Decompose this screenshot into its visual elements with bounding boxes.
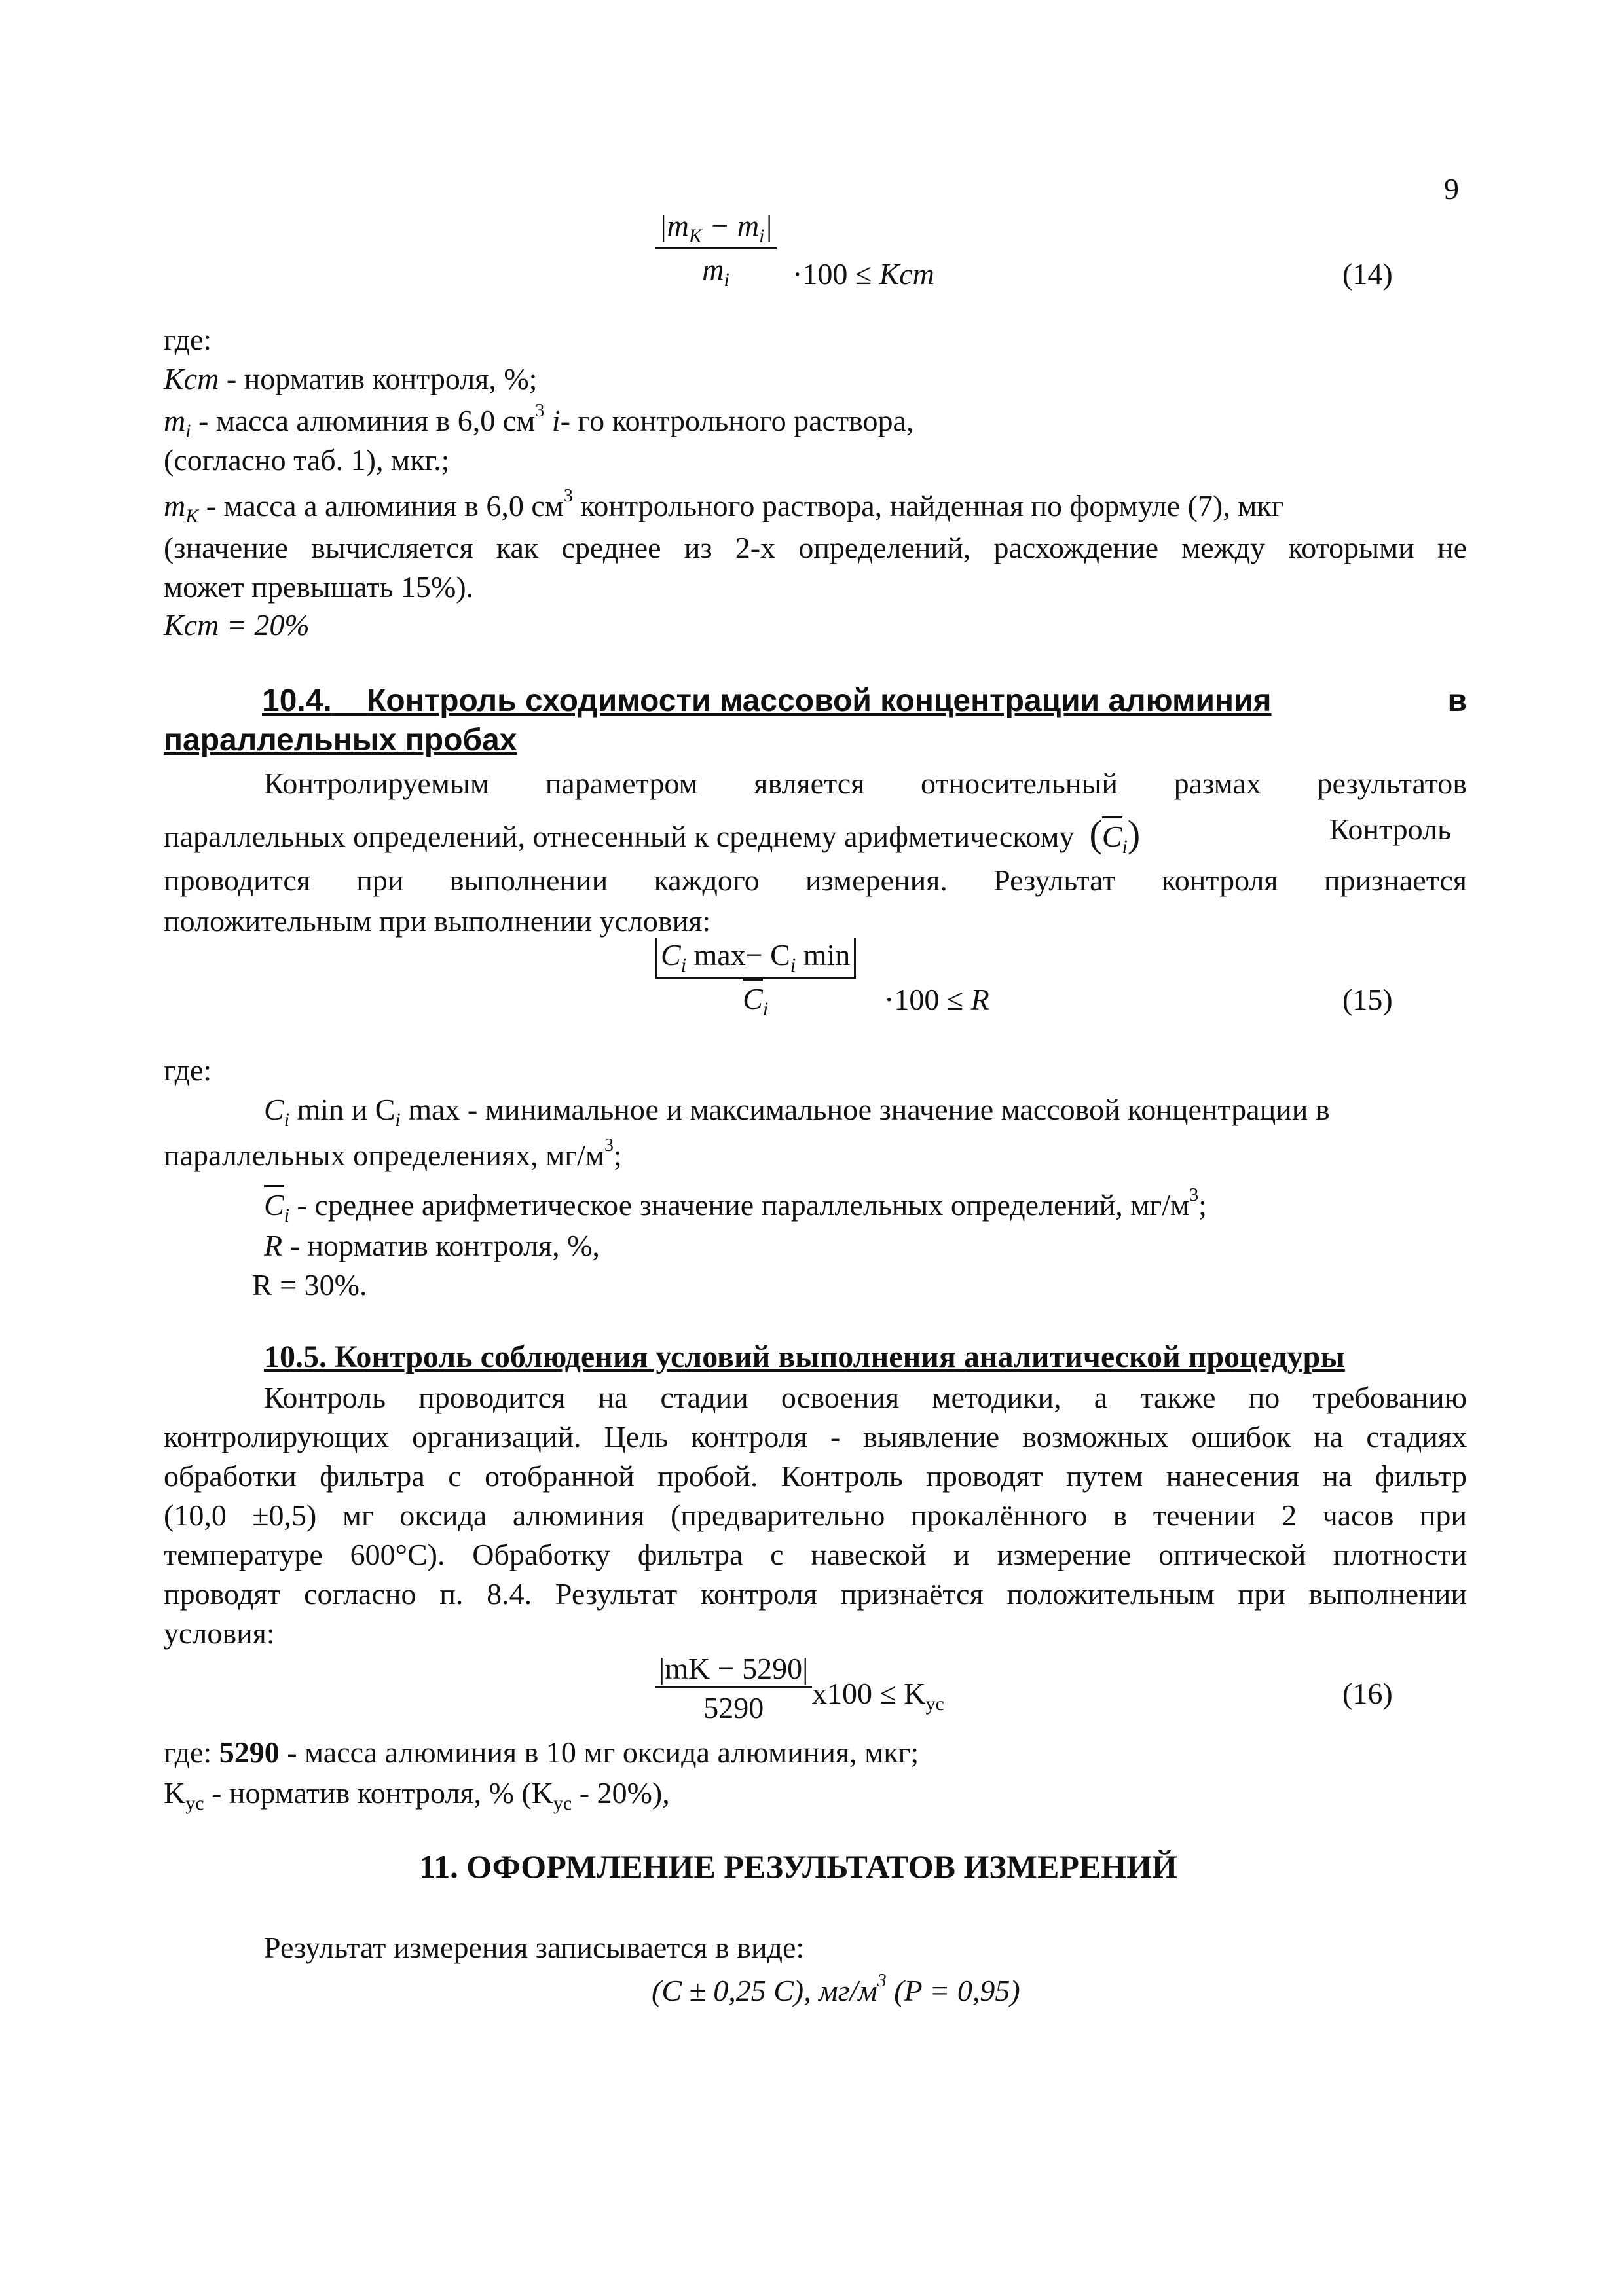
eq16-number: (16) <box>1342 1677 1393 1710</box>
def-kcm: Kcm - норматив контроля, %; <box>164 362 538 395</box>
def-r: R - норматив контроля, %, <box>264 1229 600 1262</box>
def-mk: $m_K$ - масса а алюминия в 6,0 $см^3$ контрольного раствора, найденная по формуле (7), мкг <box>164 486 1284 527</box>
eq14-fraction <box>655 208 777 291</box>
result-text: Результат измерения записывается в виде: <box>264 1931 805 1964</box>
r-value: R = 30%. <box>252 1268 367 1302</box>
sec105-line-6: проводят согласно п. 8.4. Результат контроля признаётся положительным при выполнении <box>164 1577 1467 1611</box>
eq15-numerator: $C_i$ $\max- C_i$ min <box>655 938 856 977</box>
def-mi-note: (согласно таб. 1), мкг.; <box>164 443 450 477</box>
page-number: 9 <box>1444 172 1459 206</box>
eq15-fraction <box>655 938 856 1021</box>
eq16-fraction <box>655 1651 812 1725</box>
result-formula: (C ± 0,25 C), $мг/м^3$ (P = 0,95) <box>652 1971 1020 2007</box>
def-mk-note: (значение вычисляется как среднее из 2-х определений, расхождение между которыми не <box>164 531 1467 564</box>
def-mi: $m_i$ - масса алюминия в 6,0 $см^3$ i- го контрольного раствора, <box>164 401 914 442</box>
where-label: где: <box>164 323 212 356</box>
def-cmean: $C_i$ - среднее арифметическое значение параллельных определений, $мг/м^3$; <box>264 1185 1207 1226</box>
def-mk-note-2: может превышать 15%). <box>164 570 474 604</box>
def-kus: $K_{ус}$ - норматив контроля, % $(K_{ус} - 20\%)$, <box>164 1776 670 1814</box>
where-label-2: где: <box>164 1053 212 1087</box>
sec105-line-1: Контроль проводится на стадии освоения методики, а также по требованию <box>264 1381 1467 1414</box>
eq16-numerator: |mK − 5290| <box>659 1652 809 1685</box>
eq14-number: (14) <box>1342 257 1393 291</box>
eq16-denominator: 5290 <box>703 1691 764 1724</box>
sec104-paragraph-line-2: параллельных определений, отнесенный к среднему арифметическому $(C_i)$ <box>164 812 1141 858</box>
sec104-paragraph-control-word: Контроль <box>1329 812 1451 846</box>
sec105-line-2: контролирующих организаций. Цель контроля - выявление возможных ошибок на стадиях <box>164 1420 1467 1453</box>
section-10-5-heading: 10.5. Контроль соблюдения условий выполнения аналитической процедуры <box>264 1339 1345 1374</box>
def-5290: где: 5290 - масса алюминия в 10 мг оксида алюминия, мкг; <box>164 1736 919 1769</box>
eq14-denominator: $m_i$ <box>702 253 729 291</box>
section-10-4-heading: 10.4. Контроль сходимости массовой концентрации алюминия в <box>262 683 1467 718</box>
sec105-line-4: (10,0 ±0,5) мг оксида алюминия (предварительно прокалённого в течении 2 часов при <box>164 1499 1467 1532</box>
sec104-paragraph-line-1: Контролируемым параметром является относительный размах результатов <box>264 767 1467 800</box>
section-11-heading: 11. ОФОРМЛЕНИЕ РЕЗУЛЬТАТОВ ИЗМЕРЕНИЙ <box>419 1848 1177 1885</box>
sec104-paragraph-line-3: проводится при выполнении каждого измерения. Результат контроля признается <box>164 864 1467 897</box>
sec105-line-5: температуре 600°С). Обработку фильтра с навеской и измерение оптической плотности <box>164 1538 1467 1571</box>
def-cmin-cmax-cont: параллельных определениях, $мг/м^3$; <box>164 1135 622 1172</box>
section-10-4-heading-cont: параллельных пробах <box>164 723 517 757</box>
eq15-number: (15) <box>1342 983 1393 1016</box>
sec105-line-7: условия: <box>164 1616 275 1650</box>
eq14-rhs: ·100 ≤ Kcm <box>792 257 934 291</box>
eq15-denominator: $C_i$ <box>655 979 856 1021</box>
kcm-value: Kcm = 20% <box>164 608 310 642</box>
eq15-rhs: ·100 ≤ R <box>884 983 989 1016</box>
sec104-paragraph-line-4: положительным при выполнении условия: <box>164 904 711 938</box>
sec105-line-3: обработки фильтра с отобранной пробой. Контроль проводят путем нанесения на фильтр <box>164 1459 1467 1493</box>
eq16-rhs: $x100 \le K_{ус}$ <box>812 1677 944 1715</box>
eq14-numerator: $|m_K - m_i|$ <box>659 209 773 247</box>
def-cmin-cmax: $C_i$ min и $C_i$ max - минимальное и максимальное значение массовой концентрации в <box>264 1093 1330 1131</box>
